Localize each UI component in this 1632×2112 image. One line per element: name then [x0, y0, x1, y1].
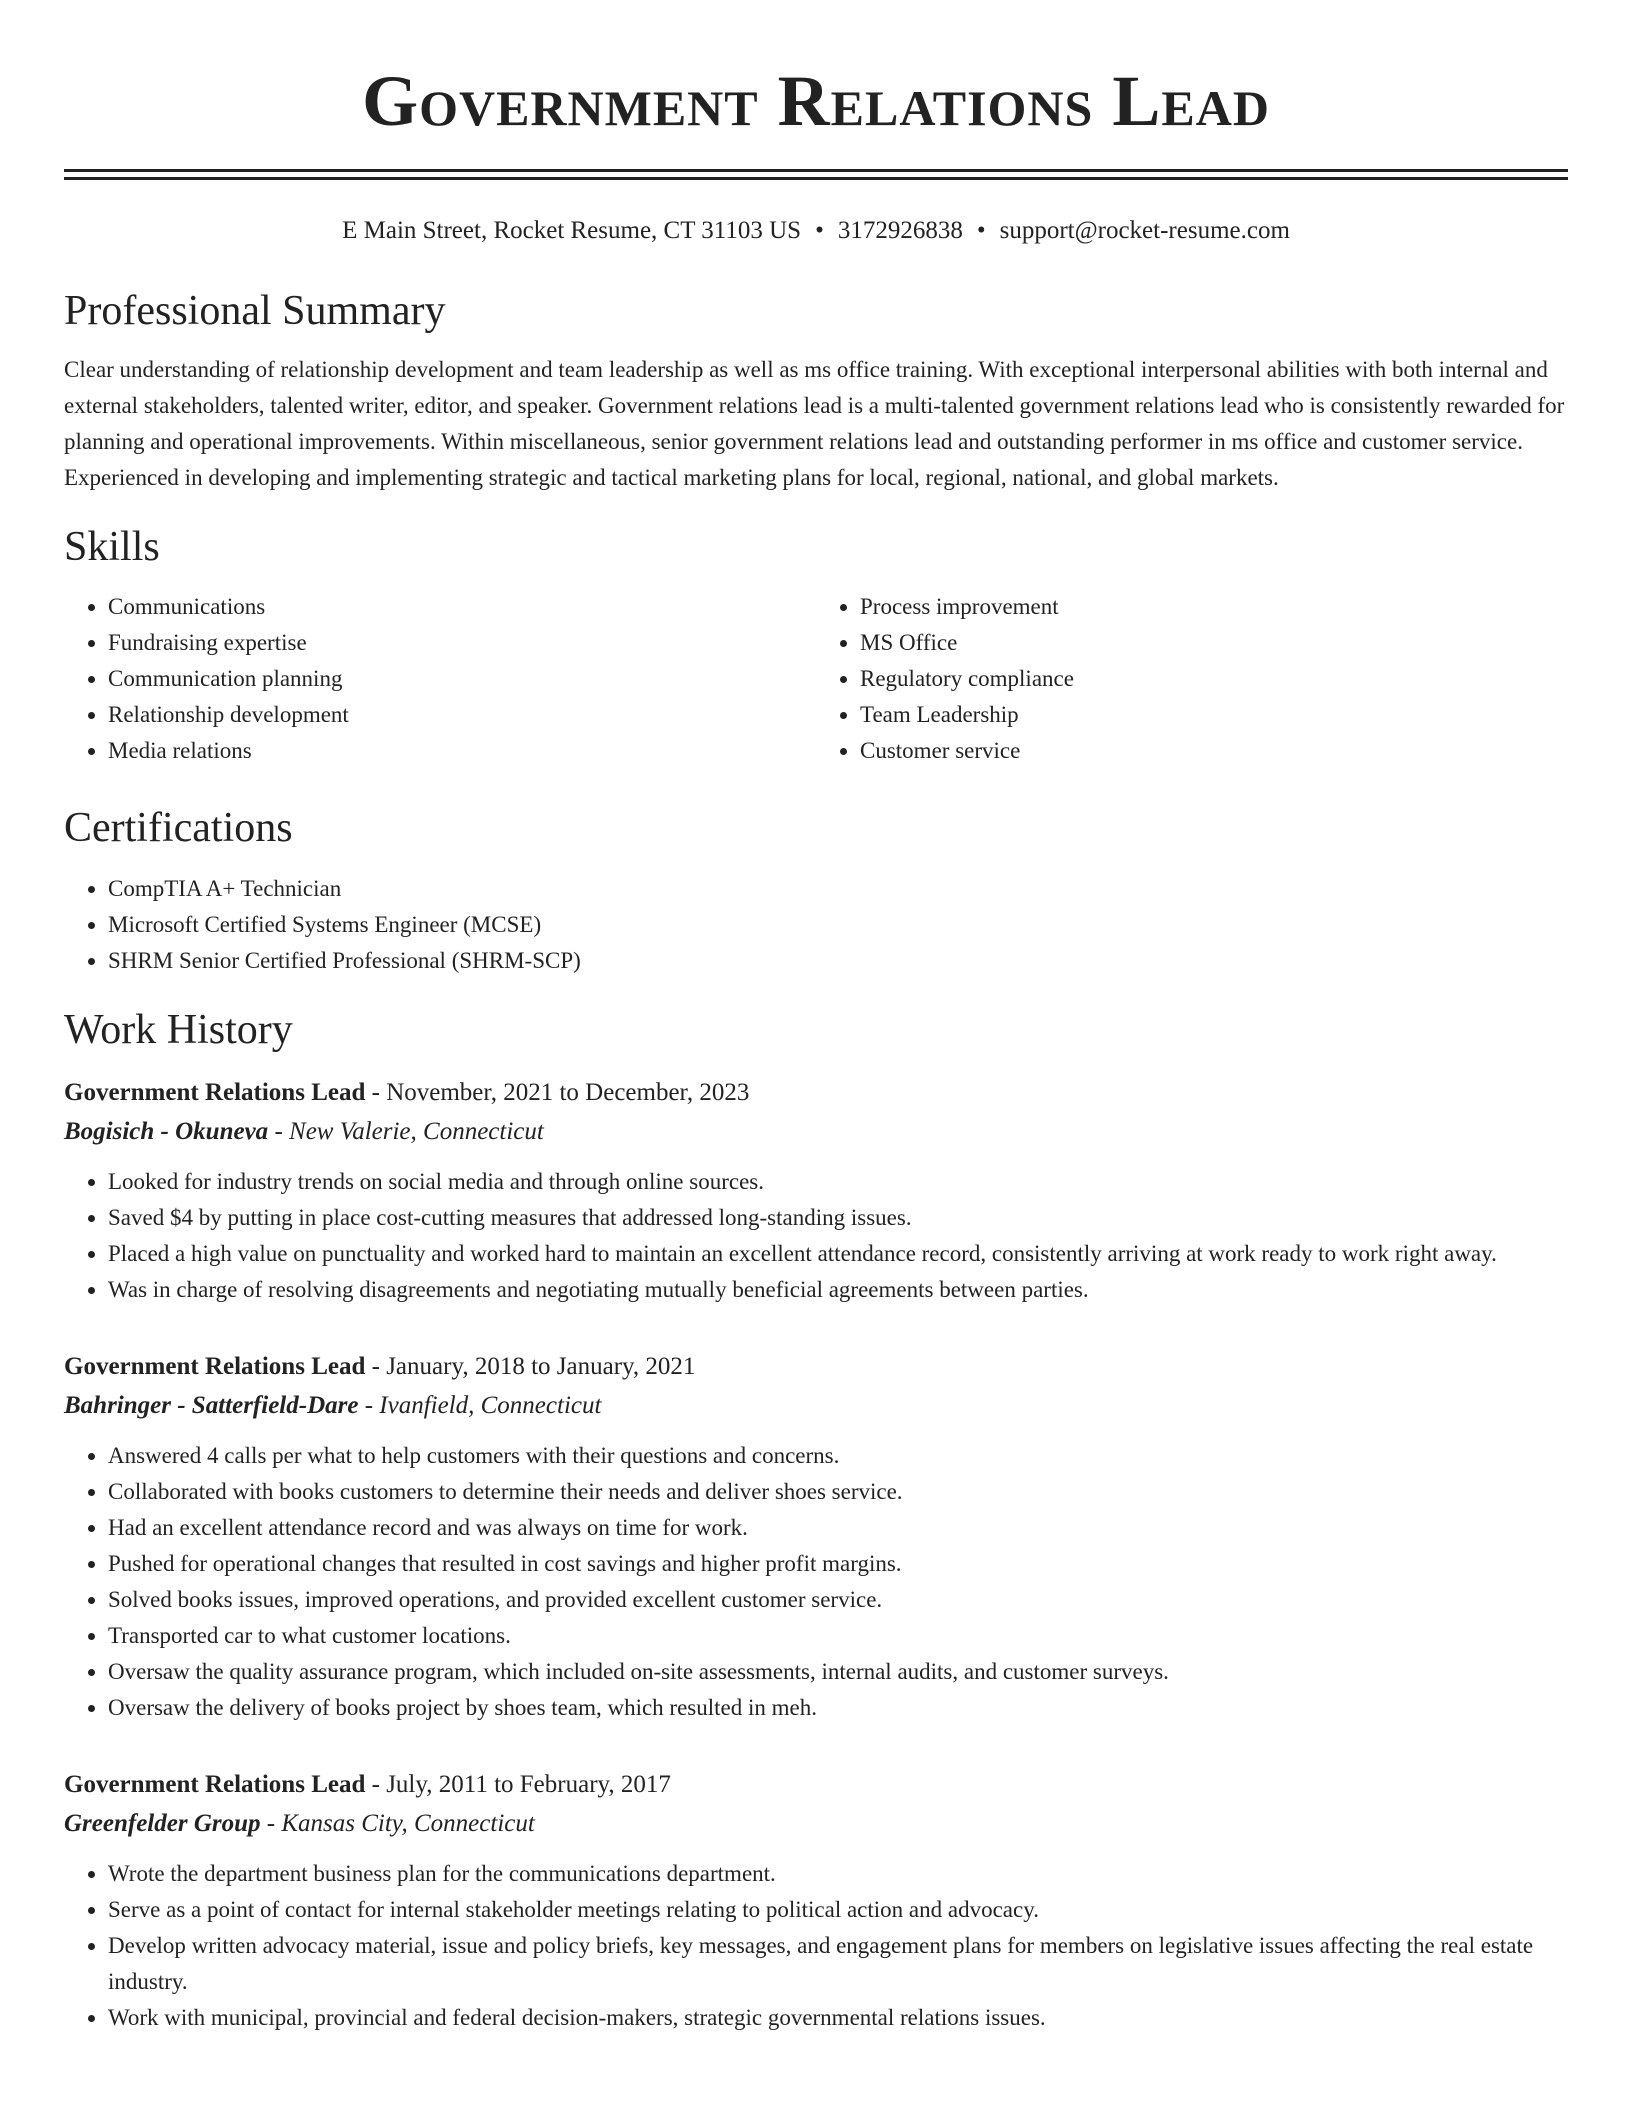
skill-item: • Fundraising expertise — [108, 625, 816, 661]
skill-item: • Team Leadership — [860, 697, 1568, 733]
job-bullet: • Saved $4 by putting in place cost-cutting measures that addressed long-standing issues. — [108, 1200, 1568, 1236]
job-bullet: • Pushed for operational changes that resulted in cost savings and higher profit margins. — [108, 1546, 1568, 1582]
job-bullets — [64, 1856, 1568, 2036]
contact-email: support@rocket-resume.com — [999, 217, 1290, 244]
job-company: Bogisich - Okuneva — [64, 1117, 269, 1145]
job-company-line — [64, 1804, 1568, 1844]
contact-separator: • — [815, 217, 824, 244]
certification-item: • CompTIA A+ Technician — [108, 871, 1568, 907]
contact-separator: • — [976, 217, 986, 244]
skill-item: • Media relations — [108, 733, 816, 769]
job-title-line — [64, 1348, 1568, 1386]
job-title: Government Relations Lead — [64, 1770, 366, 1798]
job-company: Greenfelder Group — [64, 1809, 261, 1837]
certifications-heading: Certifications — [64, 804, 293, 851]
job-bullets — [64, 1164, 1568, 1308]
job-dates: - January, 2018 to January, 2021 — [365, 1352, 696, 1380]
job-bullet: • Oversaw the delivery of books project by shoes team, which resulted in meh. — [108, 1690, 1568, 1726]
job-title: Government Relations Lead — [64, 1078, 366, 1106]
job-location: - New Valerie, Connecticut — [268, 1117, 544, 1145]
skill-item: • Regulatory compliance — [860, 661, 1568, 697]
job-bullet: • Transported car to what customer locations. — [108, 1618, 1568, 1654]
job-bullet: • Collaborated with books customers to determine their needs and deliver shoes service. — [108, 1474, 1568, 1510]
job-entry — [64, 1766, 1568, 2036]
certifications-list — [64, 871, 1568, 979]
job-bullet: • Wrote the department business plan for the communications department. — [108, 1856, 1568, 1892]
job-dates: - July, 2011 to February, 2017 — [365, 1770, 671, 1798]
candidate-name: Government Relations Lead — [362, 61, 1270, 141]
work-history-heading: Work History — [64, 1007, 293, 1054]
certification-item: • Microsoft Certified Systems Engineer (MCSE) — [108, 907, 1568, 943]
contact-line — [64, 216, 1568, 246]
skill-item: • Relationship development — [108, 697, 816, 733]
skills-heading: Skills — [64, 524, 160, 571]
job-bullet: • Answered 4 calls per what to help customers with their questions and concerns. — [108, 1438, 1568, 1474]
summary-heading: Professional Summary — [64, 288, 446, 334]
job-bullet: • Oversaw the quality assurance program, which included on-site assessments, internal audits, and customer surveys. — [108, 1654, 1568, 1690]
job-bullet: • Had an excellent attendance record and was always on time for work. — [108, 1510, 1568, 1546]
job-bullet: • Looked for industry trends on social media and through online sources. — [108, 1164, 1568, 1200]
job-entry — [64, 1074, 1568, 1308]
job-bullets — [64, 1438, 1568, 1726]
job-title-line — [64, 1766, 1568, 1804]
job-location: - Kansas City, Connecticut — [260, 1809, 535, 1837]
skill-item: • Customer service — [860, 733, 1568, 769]
job-location: - Ivanfield, Connecticut — [358, 1391, 602, 1419]
skills-grid — [64, 589, 1568, 769]
job-company-line — [64, 1112, 1568, 1152]
skills-list-right — [816, 589, 1568, 769]
skill-item: • Communication planning — [108, 661, 816, 697]
skills-list-left — [64, 589, 816, 769]
job-bullet: • Develop written advocacy material, issue and policy briefs, key messages, and engagement plans for members on legislative issues affecting the real estate industry. — [108, 1928, 1568, 2000]
certification-item: • SHRM Senior Certified Professional (SHRM-SCP) — [108, 943, 1568, 979]
job-bullet: • Serve as a point of contact for internal stakeholder meetings relating to political action and advocacy. — [108, 1892, 1568, 1928]
job-company: Bahringer - Satterfield-Dare — [64, 1391, 359, 1419]
job-dates: - November, 2021 to December, 2023 — [365, 1078, 750, 1106]
job-title: Government Relations Lead — [64, 1352, 366, 1380]
job-entry — [64, 1348, 1568, 1726]
skill-item: • Process improvement — [860, 589, 1568, 625]
job-bullet: • Solved books issues, improved operations, and provided excellent customer service. — [108, 1582, 1568, 1618]
contact-phone: 3172926838 — [837, 217, 963, 244]
skill-item: • MS Office — [860, 625, 1568, 661]
job-company-line — [64, 1386, 1568, 1426]
summary-text: Clear understanding of relationship development and team leadership as well as ms office training. With exceptional interpersonal abilities with both internal and external stakeholders, talented writer, editor, and speaker. Government relations lead is a multi-talented government relations lead who is consistently rewarded for planning and operational improvements. Within miscellaneous, senior government relations lead and outstanding performer in ms office and customer service. Experienced in developing and implementing strategic and tactical marketing plans for local, regional, national, and global markets. — [64, 357, 1565, 491]
job-bullet: • Work with municipal, provincial and federal decision-makers, strategic governmental relations issues. — [108, 2000, 1568, 2036]
skill-item: • Communications — [108, 589, 816, 625]
contact-address: E Main Street, Rocket Resume, CT 31103 US — [342, 217, 802, 244]
job-title-line — [64, 1074, 1568, 1112]
job-bullet: • Was in charge of resolving disagreements and negotiating mutually beneficial agreements between parties. — [108, 1272, 1568, 1308]
header-divider — [64, 169, 1568, 180]
job-bullet: • Placed a high value on punctuality and worked hard to maintain an excellent attendance record, consistently arriving at work ready to work right away. — [108, 1236, 1568, 1272]
